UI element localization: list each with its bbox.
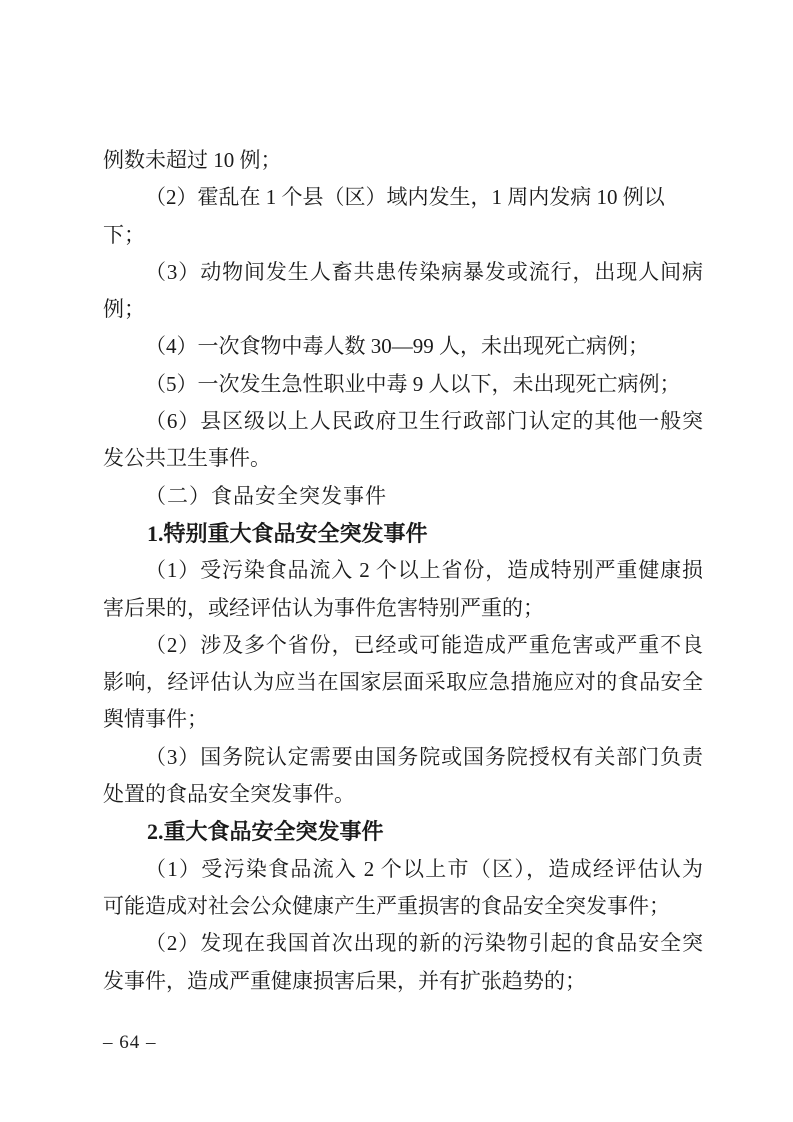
text-line: （2）霍乱在 1 个县（区）域内发生，1 周内发病 10 例以下； bbox=[103, 185, 665, 247]
text-line: 可能造成对社会公众健康产生严重损害的食品安全突发事件； bbox=[103, 893, 670, 918]
section-heading-food-safety bbox=[103, 478, 703, 515]
text-line: 例； bbox=[103, 297, 145, 322]
page-number: – 64 – bbox=[103, 1032, 157, 1053]
subsection-heading-major bbox=[103, 813, 703, 850]
text-line: 发事件，造成严重健康损害后果，并有扩张趋势的； bbox=[103, 968, 586, 993]
text-line: （1）受污染食品流入 2 个以上省份，造成特别严重健康损 bbox=[145, 558, 703, 583]
paragraph-continuation bbox=[103, 142, 703, 179]
paragraph-item-f1-1 bbox=[103, 552, 703, 627]
heading-line: 1.特别重大食品安全突发事件 bbox=[147, 520, 428, 546]
text-line: （6）县区级以上人民政府卫生行政部门认定的其他一般突 bbox=[145, 409, 703, 434]
heading-line: （二）食品安全突发事件 bbox=[145, 483, 387, 508]
text-line: 例数未超过 10 例； bbox=[103, 148, 282, 172]
document-body bbox=[103, 142, 703, 1000]
text-line: （1）受污染食品流入 2 个以上市（区），造成经评估认为 bbox=[145, 856, 703, 881]
text-line: 舆情事件； bbox=[103, 707, 208, 732]
paragraph-item-f2-1 bbox=[103, 851, 703, 926]
paragraph-item-f2-2 bbox=[103, 925, 703, 1000]
paragraph-item-2 bbox=[103, 179, 703, 254]
paragraph-item-f1-2 bbox=[103, 627, 703, 739]
text-line: 害后果的，或经评估认为事件危害特别严重的； bbox=[103, 595, 544, 620]
paragraph-item-5 bbox=[103, 366, 703, 403]
paragraph-item-4 bbox=[103, 328, 703, 365]
text-line: 影响，经评估认为应当在国家层面采取应急措施应对的食品安全 bbox=[103, 670, 703, 695]
paragraph-item-6 bbox=[103, 403, 703, 478]
text-line: （2）发现在我国首次出现的新的污染物引起的食品安全突 bbox=[145, 931, 703, 956]
subsection-heading-extraordinary bbox=[103, 515, 703, 552]
text-line: （5）一次发生急性职业中毒 9 人以下，未出现死亡病例； bbox=[145, 371, 681, 396]
text-line: （4）一次食物中毒人数 30—99 人，未出现死亡病例； bbox=[145, 334, 649, 359]
heading-line: 2.重大食品安全突发事件 bbox=[147, 819, 384, 845]
text-line: 处置的食品安全突发事件。 bbox=[103, 782, 355, 807]
text-line: （3）国务院认定需要由国务院或国务院授权有关部门负责 bbox=[145, 744, 703, 769]
text-line: （2）涉及多个省份，已经或可能造成严重危害或严重不良 bbox=[145, 632, 703, 657]
paragraph-item-f1-3 bbox=[103, 739, 703, 814]
text-line: 发公共卫生事件。 bbox=[103, 446, 271, 471]
paragraph-item-3 bbox=[103, 254, 703, 329]
text-line: （3）动物间发生人畜共患传染病暴发或流行，出现人间病 bbox=[145, 259, 703, 284]
